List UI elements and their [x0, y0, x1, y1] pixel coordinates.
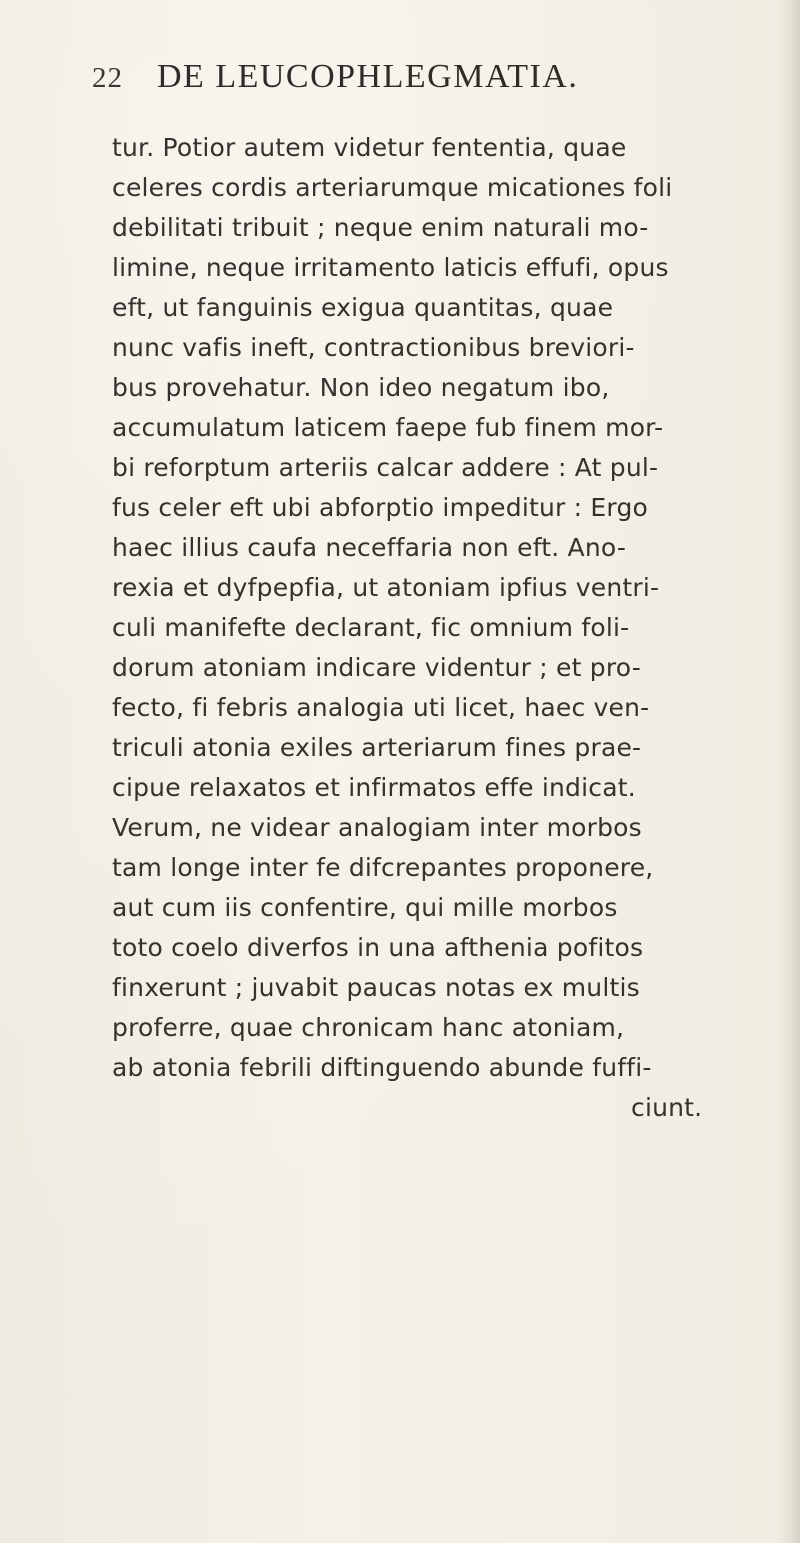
text-line: eft, ut fanguinis exigua quantitas, quae	[112, 293, 614, 322]
text-line: fecto, fi febris analogia uti licet, haec ven-	[112, 693, 650, 722]
text-line: accumulatum laticem faepe fub finem mor-	[112, 413, 664, 442]
text-line: celeres cordis arteriarumque micationes foli	[112, 173, 673, 202]
text-line: nunc vafis ineft, contractionibus breviori-	[112, 333, 635, 362]
text-line-final: ciunt.	[631, 1093, 703, 1122]
text-line: ab atonia febrili diftinguendo abunde fuffi-	[112, 1053, 652, 1082]
text-line: tam longe inter fe difcrepantes proponere,	[112, 853, 654, 882]
text-line: proferre, quae chronicam hanc atoniam,	[112, 1013, 625, 1042]
body-text	[112, 128, 800, 1128]
text-line: bus provehatur. Non ideo negatum ibo,	[112, 373, 610, 402]
text-line: tur. Potior autem videtur fententia, quae	[112, 133, 627, 162]
text-line: dorum atoniam indicare videntur ; et pro-	[112, 653, 641, 682]
text-line: rexia et dyfpepfia, ut atoniam ipfius ventri-	[112, 573, 660, 602]
running-head-title: DE LEUCOPHLEGMATIA.	[157, 58, 579, 95]
text-line: triculi atonia exiles arteriarum fines prae-	[112, 733, 642, 762]
text-line: bi reforptum arteriis calcar addere : At pul-	[112, 453, 659, 482]
text-line: limine, neque irritamento laticis effufi, opus	[112, 253, 669, 282]
text-line: finxerunt ; juvabit paucas notas ex multis	[112, 973, 640, 1002]
running-head	[92, 58, 578, 98]
text-line: Verum, ne videar analogiam inter morbos	[112, 813, 642, 842]
text-line: cipue relaxatos et infirmatos effe indicat.	[112, 773, 636, 802]
text-line: culi manifefte declarant, fic omnium foli-	[112, 613, 630, 642]
text-line: fus celer eft ubi abforptio impeditur : Ergo	[112, 493, 649, 522]
text-line: toto coelo diverfos in una afthenia pofitos	[112, 933, 644, 962]
text-line: haec illius caufa neceffaria non eft. Ano-	[112, 533, 627, 562]
text-line: debilitati tribuit ; neque enim naturali mo-	[112, 213, 649, 242]
text-line: aut cum iis confentire, qui mille morbos	[112, 893, 618, 922]
page-number: 22	[92, 62, 123, 94]
